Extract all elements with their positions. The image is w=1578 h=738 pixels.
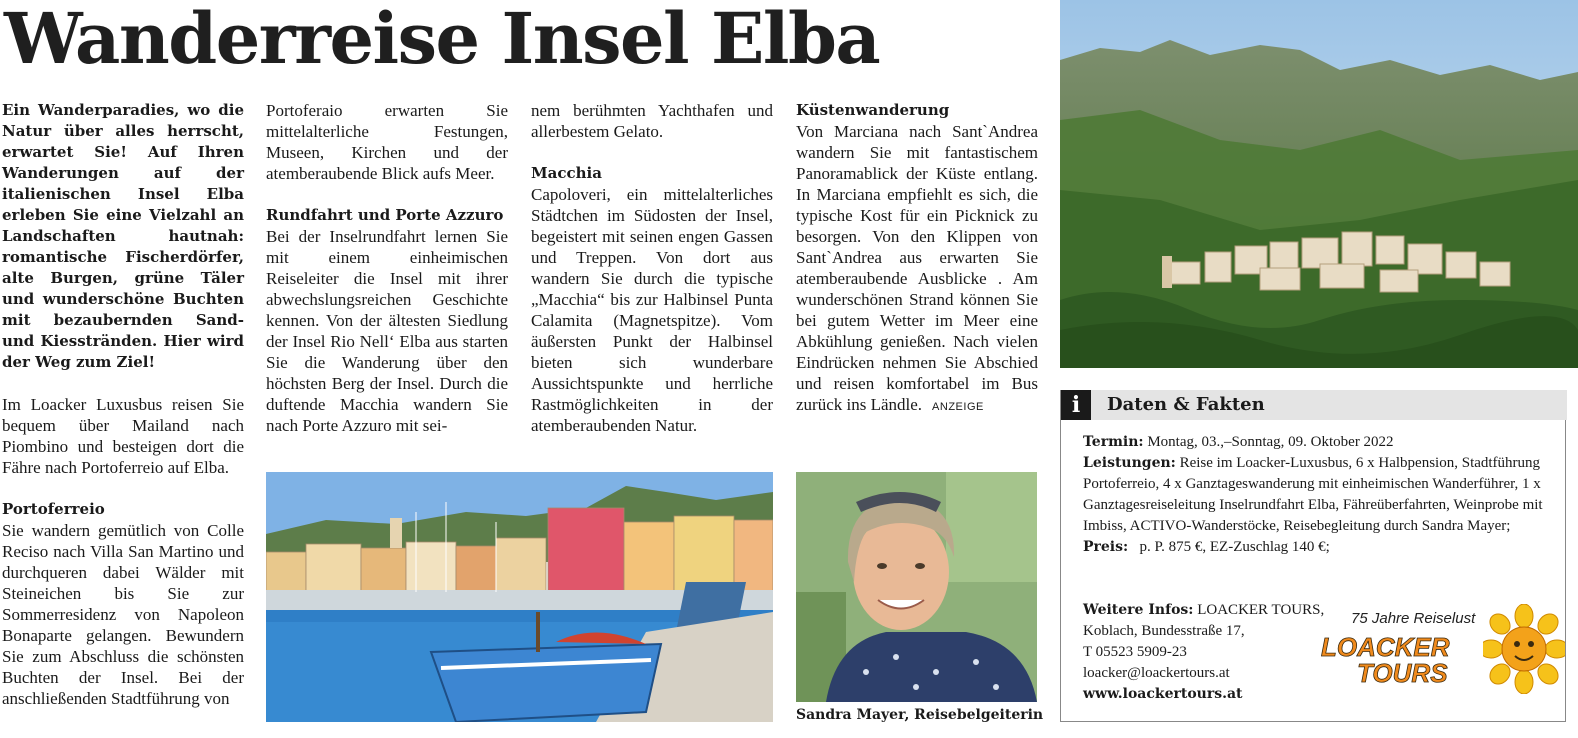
termin-label: Termin: xyxy=(1083,434,1144,450)
company-name: LOACKER TOURS, xyxy=(1197,602,1325,618)
body-paragraph: Capoloveri, ein mittelalterliches Städtchen im Südosten der Insel, begeistert mit seinen engen Gassen und Treppen. Von dort aus wandern Sie durch die typische „Macchia“ bis zur Halbinsel Punta Calamita (Magnetspitze). Vom äußersten Punkt der Halbinsel bieten sich wunderbare Aussichtspunkte und herrliche Rastmöglichkeiten in der atemberaubenden Natur. xyxy=(531,185,773,435)
body-paragraph: Portoferaio erwarten Sie mittelalterliche Festungen, Museen, Kirchen und der atemberaubende Blick aufs Meer. xyxy=(266,101,508,183)
contact-info xyxy=(1083,600,1324,705)
ad-label: ANZEIGE xyxy=(932,401,984,413)
facts-header xyxy=(1061,390,1567,420)
sunflower-mascot-icon xyxy=(1483,604,1565,694)
jubilee-tagline: 75 Jahre Reiselust xyxy=(1351,610,1476,627)
email-link[interactable]: loacker@loackertours.at xyxy=(1083,665,1230,681)
preis-label: Preis: xyxy=(1083,539,1129,555)
section-heading-portoferreio: Portoferreio xyxy=(2,500,105,518)
logo-line-2: TOURS xyxy=(1357,658,1448,686)
section-heading-rundfahrt: Rundfahrt und Porte Azzuro xyxy=(266,206,504,224)
loacker-tours-logo xyxy=(1319,630,1481,686)
harbor-photo xyxy=(266,472,773,722)
info-icon: i xyxy=(1061,390,1091,420)
article-column-2 xyxy=(266,100,508,436)
article-column-3 xyxy=(531,100,773,436)
leistungen-label: Leistungen: xyxy=(1083,455,1176,471)
photo-caption: Sandra Mayer, Reisebelgeiterin xyxy=(796,707,1044,723)
elba-village-photo xyxy=(1060,0,1578,368)
facts-box xyxy=(1060,390,1566,722)
headline: Wanderreise Insel Elba xyxy=(4,0,880,80)
logo-line-1: LOACKER xyxy=(1321,632,1450,662)
section-heading-macchia: Macchia xyxy=(531,164,602,182)
tour-guide-photo xyxy=(796,472,1037,702)
facts-title: Daten & Fakten xyxy=(1107,394,1265,415)
termin-value: Montag, 03.,–Sonntag, 09. Oktober 2022 xyxy=(1147,434,1394,450)
leistungen-value: Reise im Loacker-Luxusbus, 6 x Halbpension, Stadtführung Portoferreio, 4 x Ganztageswanderung mit einheimischen Wanderführer, 1 x Ganztagesreiseleitung Inselrundfahrt Elba, Fähreüberfahrten, Weinprobe mit Imbiss, ACTIVO-Wanderstöcke, Reisebegleitung durch Sandra Mayer; xyxy=(1083,455,1543,534)
section-heading-kuestenwanderung: Küstenwanderung xyxy=(796,101,950,119)
preis-value: p. P. 875 €, EZ-Zuschlag 140 €; xyxy=(1139,539,1330,555)
article-column-1 xyxy=(2,100,244,709)
body-paragraph: nem berühmten Yachthafen und allerbestem Gelato. xyxy=(531,101,773,141)
website-link[interactable]: www.loackertours.at xyxy=(1083,686,1243,702)
phone: T 05523 5909-23 xyxy=(1083,644,1187,660)
article-column-4 xyxy=(796,100,1038,418)
body-paragraph: Bei der Inselrundfahrt lernen Sie mit einem einheimischen Reiseleiter die Insel mit ihrer abwechslungsreichen Geschichte kennen. Von der ältesten Siedlung der Insel Rio Nell‘ Elba aus starten Sie die Wanderung über den höchsten Berg der Insel. Durch die duftende Macchia wandern Sie nach Porte Azzuro mit sei- xyxy=(266,227,508,435)
infos-label: Weitere Infos: xyxy=(1083,602,1194,618)
lead-paragraph: Ein Wanderparadies, wo die Natur über alles herrscht, erwartet Sie! Auf Ihren Wanderungen auf der italienischen Insel Elba erleben Sie eine Vielzahl an Landschaften hautnah: romantische Fischerdörfer, alte Burgen, grüne Täler und wunderschöne Buchten mit bezaubernden Sand- und Kiesstränden. Hier wird der Weg zum Ziel! xyxy=(2,101,244,371)
body-paragraph: Sie wandern gemütlich von Colle Reciso nach Villa San Martino und durchqueren dabei Wälder mit Steineichen bis Sie zur Sommerresidenz von Napoleon Bonaparte gelangen. Bewundern Sie zum Abschluss die schönsten Buchten der Insel. Bei der anschließenden Stadtführung von xyxy=(2,521,244,708)
facts-body xyxy=(1083,432,1553,558)
address: Koblach, Bundesstraße 17, xyxy=(1083,623,1245,639)
body-paragraph: Von Marciana nach Sant`Andrea wandern Sie mit fantastischem Panoramablick der Küste entlang. In Marciana empfiehlt es sich, die typische Kost für ein Picknick zu besorgen. Von den Klippen von Sant`Andrea aus erwarten Sie atemberaubende Ausblicke . Am wunderschönen Strand können Sie bei gutem Wetter im Meer eine Abkühlung genießen. Nach vielen Eindrücken nehmen Sie Abschied und reisen komfortabel im Bus zurück ins Ländle. xyxy=(796,122,1038,414)
body-paragraph: Im Loacker Luxusbus reisen Sie bequem über Mailand nach Piombino und besteigen dort die Fähre nach Portoferreio auf Elba. xyxy=(2,395,244,477)
